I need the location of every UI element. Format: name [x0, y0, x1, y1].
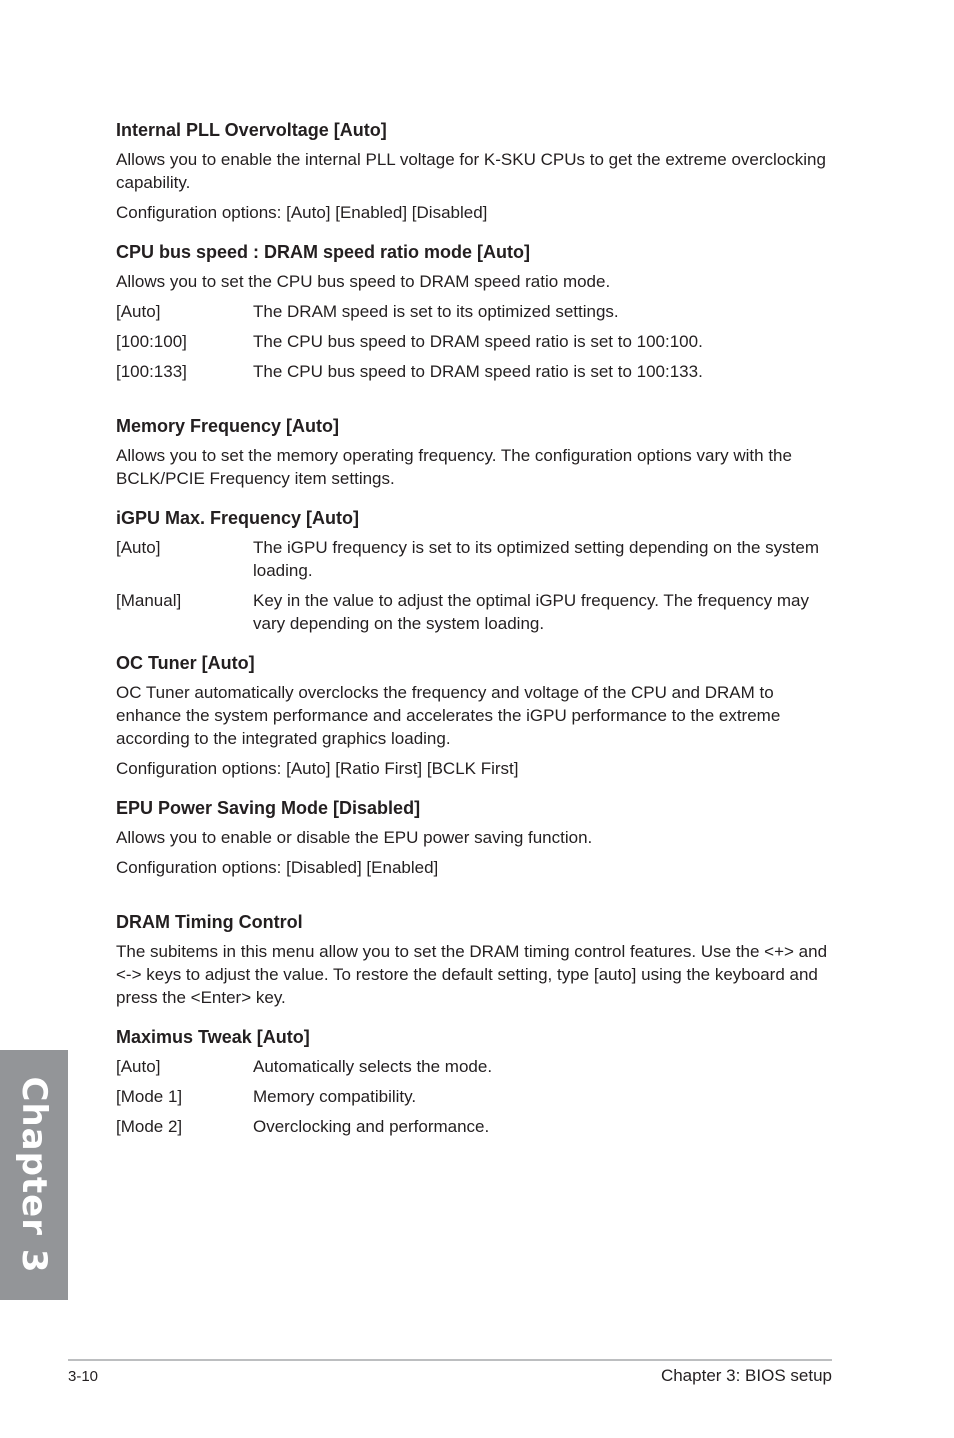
- option-desc: Key in the value to adjust the optimal iGPU frequency. The frequency may vary depending on the system loading.: [253, 591, 809, 633]
- config-options: Configuration options: [Auto] [Ratio First] [BCLK First]: [116, 759, 519, 778]
- option-key: [100:100]: [116, 332, 187, 351]
- option-row: [116, 1115, 834, 1138]
- page-number: 3-10: [68, 1368, 99, 1385]
- page-content: [116, 118, 834, 1145]
- section-paragraph: Allows you to set the memory operating frequency. The configuration options vary with the BCLK/PCIE Frequency item settings.: [116, 446, 792, 488]
- option-row: [116, 1085, 834, 1108]
- section-heading: Maximus Tweak [Auto]: [116, 1027, 310, 1047]
- option-desc: Automatically selects the mode.: [253, 1057, 493, 1076]
- config-options: Configuration options: [Disabled] [Enabled]: [116, 858, 439, 877]
- option-desc: Overclocking and performance.: [253, 1117, 490, 1136]
- chapter-side-label: Chapter 3: [14, 1076, 54, 1274]
- section-heading: Memory Frequency [Auto]: [116, 416, 340, 436]
- section-paragraph: The subitems in this menu allow you to set the DRAM timing control features. Use the <+> and <-> keys to adjust the value. To restore the default setting, type [auto] using the keyboard and press the <Enter> key.: [116, 942, 828, 1007]
- option-row: [116, 330, 834, 353]
- option-row: [116, 1055, 834, 1078]
- option-key: [Manual]: [116, 591, 182, 610]
- section-heading: OC Tuner [Auto]: [116, 653, 255, 673]
- section-paragraph: OC Tuner automatically overclocks the frequency and voltage of the CPU and DRAM to enhance the system performance and accelerates the iGPU performance to the extreme according to the integrated graphics loading.: [116, 683, 781, 748]
- option-row: [116, 589, 834, 635]
- section-paragraph: Allows you to set the CPU bus speed to DRAM speed ratio mode.: [116, 272, 611, 291]
- footer-chapter-title: Chapter 3: BIOS setup: [660, 1366, 832, 1385]
- section-paragraph: Allows you to enable the internal PLL voltage for K-SKU CPUs to get the extreme overclocking capability.: [116, 150, 826, 192]
- section-heading: iGPU Max. Frequency [Auto]: [116, 508, 360, 528]
- option-desc: The CPU bus speed to DRAM speed ratio is set to 100:100.: [253, 332, 703, 351]
- section-heading: CPU bus speed : DRAM speed ratio mode [Auto]: [116, 242, 531, 262]
- option-key: [Auto]: [116, 1057, 161, 1076]
- option-desc: The iGPU frequency is set to its optimized setting depending on the system loading.: [253, 538, 820, 580]
- option-row: [116, 300, 834, 323]
- chapter-side-tab: [0, 1050, 68, 1300]
- option-key: [Mode 2]: [116, 1117, 183, 1136]
- option-key: [100:133]: [116, 362, 187, 381]
- option-desc: The DRAM speed is set to its optimized settings.: [253, 302, 619, 321]
- section-heading: Internal PLL Overvoltage [Auto]: [116, 120, 387, 140]
- footer-divider: [68, 1359, 832, 1361]
- section-paragraph: Allows you to enable or disable the EPU power saving function.: [116, 828, 593, 847]
- option-key: [Mode 1]: [116, 1087, 183, 1106]
- section-heading: DRAM Timing Control: [116, 912, 303, 932]
- option-row: [116, 360, 834, 383]
- option-desc: Memory compatibility.: [253, 1087, 417, 1106]
- config-options: Configuration options: [Auto] [Enabled] [Disabled]: [116, 203, 488, 222]
- option-desc: The CPU bus speed to DRAM speed ratio is set to 100:133.: [253, 362, 703, 381]
- section-heading: EPU Power Saving Mode [Disabled]: [116, 798, 421, 818]
- option-key: [Auto]: [116, 302, 161, 321]
- option-row: [116, 536, 834, 582]
- option-key: [Auto]: [116, 538, 161, 557]
